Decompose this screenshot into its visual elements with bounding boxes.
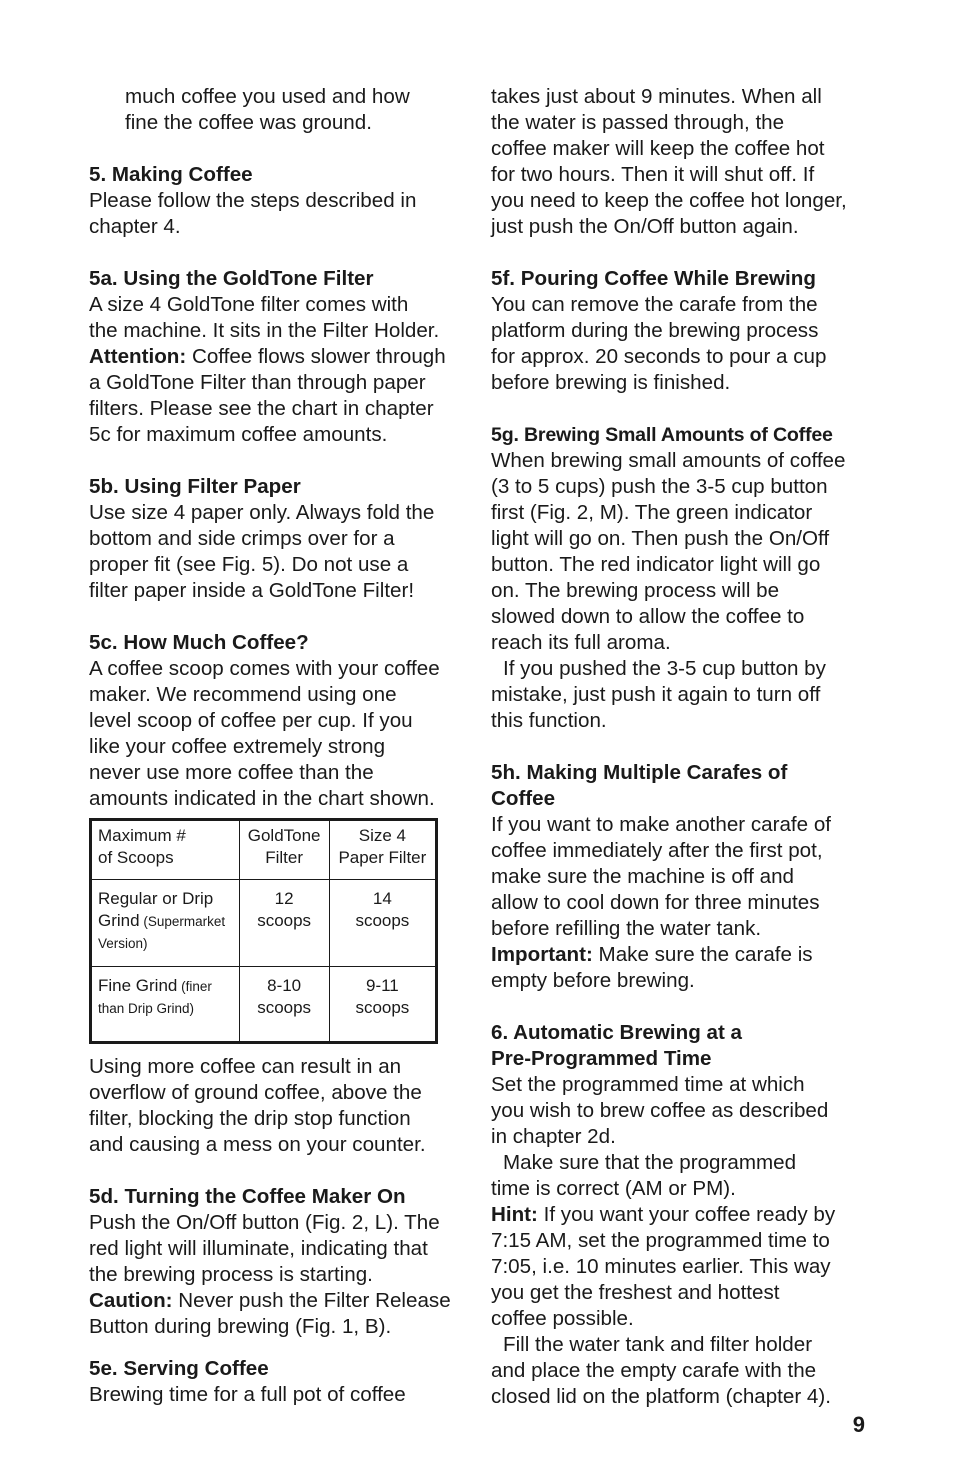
text-line: 7:05, i.e. 10 minutes earlier. This way [491,1255,831,1278]
cell-unit: scoops [257,911,312,930]
cell-text-main: Grind [98,911,140,930]
text-line: time is correct (AM or PM). [491,1177,736,1200]
text-line: light will go on. Then push the On/Off [491,527,830,550]
text-line: the brewing process is starting. [89,1263,373,1286]
caution-line [89,1288,467,1314]
text-line: before brewing is finished. [491,371,731,394]
text-line: before refilling the water tank. [491,917,762,940]
text-line: coffee possible. [491,1307,634,1330]
text-line: on. The brewing process will be [491,579,780,602]
section-heading: 5g. Brewing Small Amounts of Coffee [491,424,833,446]
text-line: in chapter 2d. [491,1125,616,1148]
section-heading: 5a. Using the GoldTone Filter [89,267,374,290]
text-line: When brewing small amounts of coffee [491,449,846,472]
text-line: overflow of ground coffee, above the [89,1081,422,1104]
section-5e-continued [491,84,869,240]
text-line: for two hours. Then it will shut off. If [491,163,815,186]
text-line: platform during the brewing process [491,319,819,342]
table-row [91,967,437,1043]
cell-text-small: than Drip Grind) [98,1001,195,1016]
text-line: make sure the machine is off and [491,865,794,888]
table-cell-label [91,880,240,967]
text-line: the machine. It sits in the Filter Holder. [89,319,440,342]
cell-unit: scoops [355,998,410,1017]
cell-unit: scoops [355,911,410,930]
text-line: and causing a mess on your counter. [89,1133,426,1156]
text-span: Never push the Filter Release [172,1289,451,1312]
table-header-cell [91,820,240,880]
text-line: filter paper inside a GoldTone Filter! [89,579,415,602]
table-header-row [91,820,437,880]
important-label: Important: [491,943,593,966]
text-line: you get the freshest and hottest [491,1281,780,1304]
section-heading: 5f. Pouring Coffee While Brewing [491,267,816,290]
section-5g [491,422,869,734]
right-column [491,84,869,1410]
text-line: you wish to brew coffee as described [491,1099,829,1122]
text-line: just push the On/Off button again. [491,215,799,238]
text-line: amounts indicated in the chart shown. [89,787,435,810]
section-5a [89,266,467,448]
section-heading: 5c. How Much Coffee? [89,631,309,654]
header-text: of Scoops [98,848,174,867]
text-line: If you pushed the 3-5 cup button by [503,657,826,680]
text-line: 7:15 AM, set the programmed time to [491,1229,830,1252]
text-line: takes just about 9 minutes. When all [491,85,822,108]
text-line: mistake, just push it again to turn off [491,683,821,706]
table-header-cell [239,820,329,880]
cell-value: 12 [274,889,294,908]
text-line: filters. Please see the chart in chapter [89,397,434,420]
section-heading: 5e. Serving Coffee [89,1357,269,1380]
attention-label: Attention: [89,345,187,368]
cell-text: Regular or Drip [98,889,214,908]
text-line: closed lid on the platform (chapter 4). [491,1385,831,1408]
caution-label: Caution: [89,1289,173,1312]
text-line: maker. We recommend using one [89,683,397,706]
text-line: filter, blocking the drip stop function [89,1107,411,1130]
text-line: coffee maker will keep the coffee hot [491,137,825,160]
text-line: a GoldTone Filter than through paper [89,371,426,394]
text-line: reach its full aroma. [491,631,671,654]
left-column [89,84,467,1408]
section-6 [491,1020,869,1410]
table-cell [329,967,436,1043]
header-text: Paper Filter [338,848,427,867]
text-line: the water is passed through, the [491,111,785,134]
text-line: bottom and side crimps over for a [89,527,395,550]
text-line: (3 to 5 cups) push the 3-5 cup button [491,475,828,498]
section-5b [89,474,467,604]
text-line: button. The red indicator light will go [491,553,821,576]
important-line [491,942,869,968]
cell-text-small: Version) [98,936,148,951]
scoop-chart-table [89,818,438,1044]
text-line: Set the programmed time at which [491,1073,805,1096]
text-line: Use size 4 paper only. Always fold the [89,501,435,524]
section-heading: 5h. Making Multiple Carafes of [491,761,788,784]
text-line: level scoop of coffee per cup. If you [89,709,413,732]
section-heading: Pre-Programmed Time [491,1047,712,1070]
section-heading: 5b. Using Filter Paper [89,475,301,498]
text-line: fine the coffee was ground. [125,111,372,134]
cell-value: 8-10 [267,976,302,995]
section-5d [89,1184,467,1340]
text-line: If you want to make another carafe of [491,813,831,836]
text-line: Using more coffee can result in an [89,1055,402,1078]
section-5h [491,760,869,994]
cell-unit: scoops [257,998,312,1017]
section-heading: 5d. Turning the Coffee Maker On [89,1185,406,1208]
text-line: and place the empty carafe with the [491,1359,817,1382]
text-line: slowed down to allow the coffee to [491,605,805,628]
text-line: chapter 4. [89,215,181,238]
text-line: Brewing time for a full pot of coffee [89,1383,406,1406]
table-cell [239,967,329,1043]
text-line: Push the On/Off button (Fig. 2, L). The [89,1211,440,1234]
text-line: much coffee you used and how [125,85,410,108]
table-cell [239,880,329,967]
section-5e [89,1356,467,1408]
text-line: Make sure that the programmed [503,1151,797,1174]
text-line: 5c for maximum coffee amounts. [89,423,388,446]
text-line: first (Fig. 2, M). The green indicator [491,501,813,524]
section-heading: 5. Making Coffee [89,163,253,186]
cell-text-small: (finer [177,979,212,994]
text-line: proper fit (see Fig. 5). Do not use a [89,553,409,576]
section-5 [89,162,467,240]
text-line: Button during brewing (Fig. 1, B). [89,1315,392,1338]
text-line: red light will illuminate, indicating that [89,1237,428,1260]
text-span: If you want your coffee ready by [537,1203,836,1226]
text-line: A size 4 GoldTone filter comes with [89,293,409,316]
table-cell [329,880,436,967]
header-text: Filter [265,848,304,867]
header-text: Maximum # [98,826,186,845]
text-span: Coffee flows slower through [186,345,446,368]
text-line: never use more coffee than the [89,761,374,784]
cell-text-main: Fine Grind [98,976,178,995]
intro-continued [89,84,467,136]
text-line: for approx. 20 seconds to pour a cup [491,345,827,368]
attention-line [89,344,467,370]
cell-value: 14 [372,889,392,908]
header-text: Size 4 [358,826,406,845]
text-line: empty before brewing. [491,969,695,992]
section-heading: Coffee [491,787,556,810]
text-line: allow to cool down for three minutes [491,891,820,914]
section-5f [491,266,869,396]
cell-text-small: (Supermarket [139,914,226,929]
text-line: A coffee scoop comes with your coffee [89,657,440,680]
text-line: coffee immediately after the first pot, [491,839,823,862]
hint-line [491,1202,869,1228]
hint-label: Hint: [491,1203,538,1226]
text-line: Please follow the steps described in [89,189,417,212]
text-line: you need to keep the coffee hot longer, [491,189,847,212]
text-line: You can remove the carafe from the [491,293,818,316]
section-heading: 6. Automatic Brewing at a [491,1021,742,1044]
table-cell-label [91,967,240,1043]
section-5c [89,630,467,1158]
text-span: Make sure the carafe is [592,943,813,966]
text-line: like your coffee extremely strong [89,735,386,758]
cell-text [98,975,233,998]
cell-text [98,910,233,933]
cell-value: 9-11 [366,976,399,995]
table-header-cell [329,820,436,880]
page-number: 9 [852,1412,865,1437]
header-text: GoldTone [247,826,321,845]
table-row [91,880,437,967]
text-line: Fill the water tank and filter holder [503,1333,813,1356]
text-line: this function. [491,709,607,732]
